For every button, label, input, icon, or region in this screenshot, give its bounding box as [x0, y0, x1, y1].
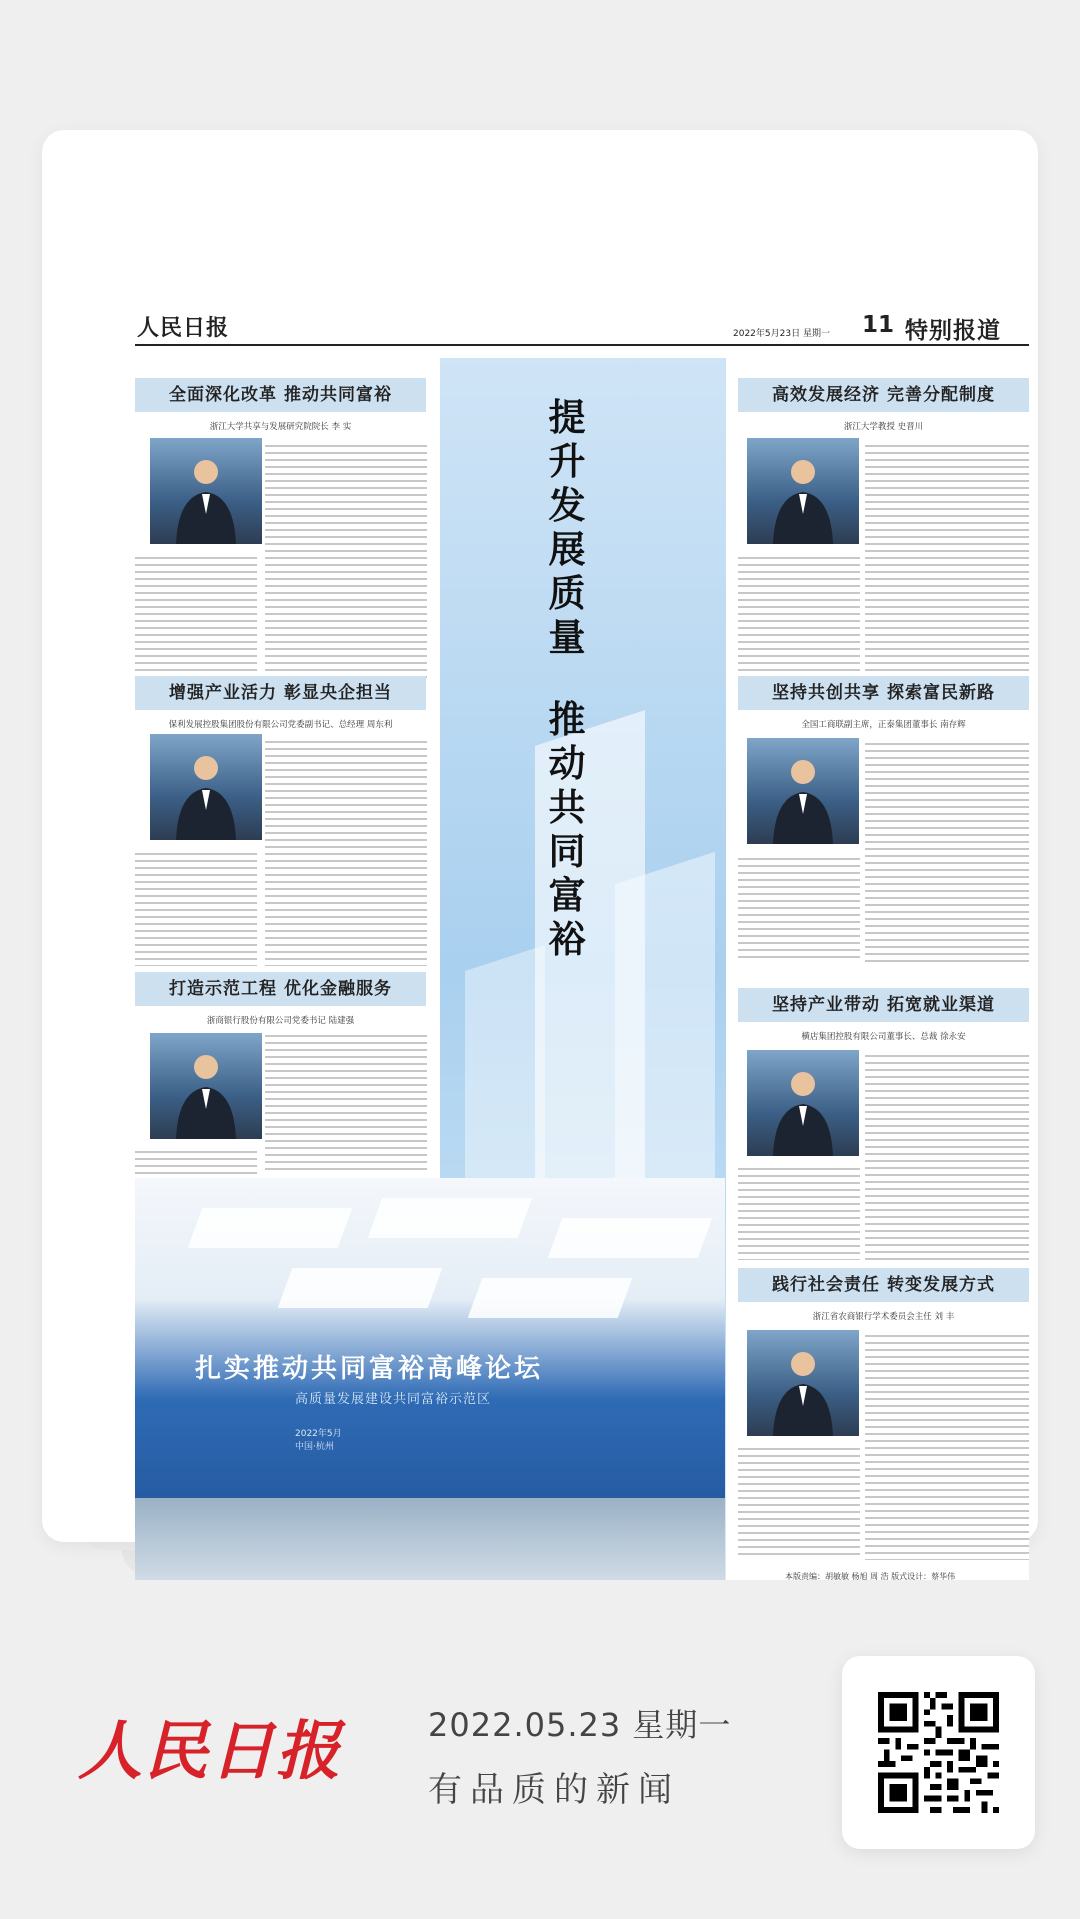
speaker-photo-icon [769, 752, 837, 844]
speaker-photo [747, 1330, 859, 1436]
forum-banner-title: 扎实推动共同富裕高峰论坛 [195, 1354, 544, 1384]
page-credits: 本版责编：胡敏敏 杨旭 周 浩 版式设计：蔡华伟 [785, 1572, 956, 1580]
masthead-logo: 人民日报 [137, 315, 230, 341]
speaker-photo [150, 734, 262, 840]
article-text [135, 848, 257, 966]
section-header: 坚持共创共享 探索富民新路 [738, 676, 1029, 710]
section-header: 打造示范工程 优化金融服务 [135, 972, 426, 1006]
headline-line-2: 推动共同富裕 [548, 698, 586, 961]
article-text [738, 1163, 860, 1260]
article-text [265, 440, 427, 680]
byline: 横店集团控股有限公司董事长、总裁 徐永安 [801, 1032, 966, 1042]
byline: 保利发展控股集团股份有限公司党委副书记、总经理 周东利 [168, 720, 393, 730]
article-text [738, 552, 860, 680]
article-text [135, 552, 257, 680]
speaker-photo-icon [172, 748, 240, 840]
article-text [265, 736, 427, 966]
article-text [865, 1050, 1029, 1260]
people-daily-logo: 人民日报 [78, 1714, 342, 1789]
article-text [738, 853, 860, 963]
speaker-photo [150, 438, 262, 544]
footer-slogan: 有品质的新闻 [428, 1770, 680, 1810]
section-header: 增强产业活力 彰显央企担当 [135, 676, 426, 710]
headline-line-1: 提升发展质量 [548, 396, 586, 659]
byline: 浙江省农商银行学术委员会主任 刘 丰 [812, 1312, 955, 1322]
speaker-photo [747, 438, 859, 544]
byline: 全国工商联副主席，正泰集团董事长 南存辉 [801, 720, 966, 730]
footer-date: 2022.05.23 星期一 [428, 1706, 732, 1744]
qr-code-card[interactable] [842, 1656, 1035, 1849]
article-text [738, 1443, 860, 1560]
speaker-photo-icon [769, 452, 837, 544]
section-header: 高效发展经济 完善分配制度 [738, 378, 1029, 412]
speaker-photo [747, 1050, 859, 1156]
floor [135, 1498, 725, 1580]
article-text [265, 1030, 427, 1175]
article-text [135, 1146, 257, 1175]
main-headline [545, 396, 589, 962]
section-header: 践行社会责任 转变发展方式 [738, 1268, 1029, 1302]
section-title: 特别报道 [905, 318, 1001, 344]
newspaper-card[interactable] [42, 130, 1038, 1580]
byline: 浙江大学教授 史晋川 [843, 422, 924, 432]
speaker-photo [150, 1033, 262, 1139]
speaker-photo [747, 738, 859, 844]
masthead-date: 2022年5月23日 星期一 [733, 329, 830, 339]
page-number: 11 [862, 312, 895, 338]
masthead [135, 308, 1029, 346]
article-text [865, 440, 1029, 680]
qr-code-icon[interactable] [878, 1692, 999, 1813]
section-header: 全面深化改革 推动共同富裕 [135, 378, 426, 412]
speaker-photo-icon [172, 452, 240, 544]
forum-banner-date: 2022年5月 中国·杭州 [295, 1429, 342, 1452]
speaker-photo-icon [769, 1064, 837, 1156]
speaker-photo-icon [769, 1344, 837, 1436]
newspaper-page[interactable] [135, 308, 1029, 1580]
article-text [865, 738, 1029, 963]
article-text [865, 1330, 1029, 1560]
forum-photo [135, 1178, 725, 1580]
section-header: 坚持产业带动 拓宽就业渠道 [738, 988, 1029, 1022]
forum-banner-subtitle: 高质量发展建设共同富裕示范区 [295, 1392, 492, 1407]
byline: 浙江大学共享与发展研究院院长 李 实 [209, 422, 352, 432]
byline: 浙商银行股份有限公司党委书记 陆建强 [206, 1016, 355, 1026]
speaker-photo-icon [172, 1047, 240, 1139]
